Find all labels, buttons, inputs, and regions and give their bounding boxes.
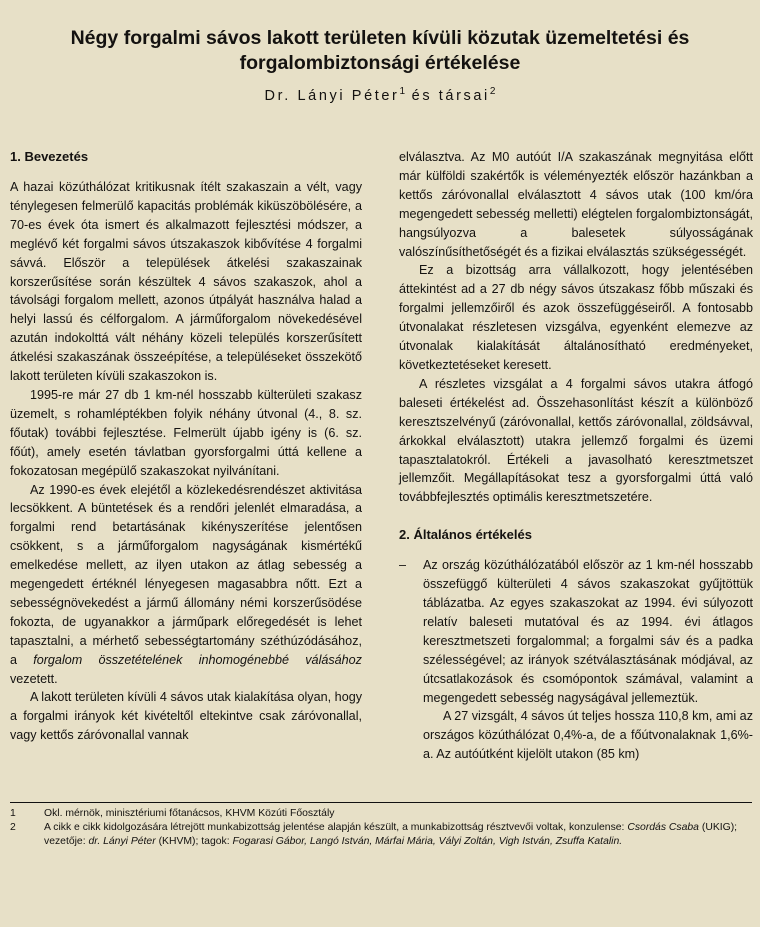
paragraph-3: [10, 481, 362, 689]
right-column: [399, 148, 753, 764]
paragraph-3-start: Az 1990-es évek elejétől a közlekedésrendészet aktivitása lecsökkent. A büntetések és a rendőri jelenlét elmaradása, a forgalmi rend betartásának kikényszerítése jelentősen csökkent, s a járműforgalom nagyságának kismértékű emelkedése mellett, az ilyen utakon az átlag sebesség a megengedett értéknél lényegesen magasabbra nőtt. Ezt a sebességnövekedést a jármű állomány némi korszerűsödése fokozta, de ugyanakkor a járműpark előregedését is lehet tapasztalni, a mérhető sebességtartomány széthúzódásához, a: [10, 482, 362, 667]
footnote-2: [10, 821, 752, 849]
footnote-2-text: [44, 821, 752, 849]
footnote-2-part-e: (KHVM); tagok:: [155, 836, 233, 848]
footnote-2-consultant: Csordás Csaba: [627, 822, 699, 834]
author-footnote-mark-1: 1: [399, 86, 406, 97]
footnotes: [10, 802, 752, 850]
footnote-1: [10, 807, 752, 821]
paragraph-1: A hazai közúthálózat kritikusnak ítélt szakaszain a vélt, vagy ténylegesen felmerülő kapacitás problémák kiküszöbölésére, a 70-es évek óta ismert és alkalmazott fejlesztési módszer, a meglévő két forgalmi sávos útszakaszok kibővítése 4 forgalmi sávvá. Először a települések átkelési szakaszainak korszerűsítése során készültek 4 sávos szakaszok, ahol a távolsági forgalom mellett, azonos útpályát használva halad a helyi lassú és célforgalom. A járműforgalom növekedésével azután indokolttá vált néhány közeli település korszerűsített átkelési szakaszának összeépítése, a településeket összekötő lakott területen kívüli szakaszokon is.: [10, 180, 362, 384]
article-title: [0, 26, 760, 76]
paragraph-4: A lakott területen kívüli 4 sávos utak kialakítása olyan, hogy a forgalmi irányok két kivételtől eltekintve csak záróvonallal, vagy kettős záróvonallal vannak: [10, 690, 362, 743]
footnote-1-number: 1: [10, 808, 16, 819]
title-line-1: Négy forgalmi sávos lakott területen kívüli közutak üzemeltetési és: [70, 27, 690, 49]
author-footnote-mark-2: 2: [489, 86, 496, 97]
dash-list-item: [399, 556, 753, 764]
author-and-colleagues: és társai: [405, 87, 490, 104]
section-1-heading: 1. Bevezetés: [10, 149, 89, 164]
title-line-2: forgalombiztonsági értékelése: [239, 52, 521, 74]
paragraph-3-end: vezetett.: [10, 671, 58, 686]
paragraph-6: Ez a bizottság arra vállalkozott, hogy jelentésében áttekintést ad a 27 db négy sávos útszakasz főbb műszaki és forgalmi jellemzőiről és azok összefüggéseiről. A fontosabb útvonalakat részletesen vizsgálva, egyenként elemezve az útvonalak kialakítását általánosítható eredményeket, következtetéseket keresett.: [399, 263, 753, 372]
footnote-2-part-a: A cikk e cikk kidolgozására létrejött munkabizottság jelentése alapján készült, a munkabizottság résztvevői voltak, konzulense:: [44, 822, 628, 834]
paragraph-8: Az ország közúthálózatából először az 1 km-nél hosszabb összefüggő külterületi 4 sávos szakaszokat gyűjtöttük táblázatba. Az egyes szakaszokat az 1994. évi súlyozott relatív baleseti mutatóval és az 1994. évi átlagos keresztmetszeti forgalommal; a forgalmi sáv és a padka szélességével; az irányok szétválasztásának módjával, az útcsatlakozások és csomópontok számával, valamint a megengedett sebesség nagyságával jellemeztük.: [423, 558, 753, 705]
dash-marker: –: [399, 558, 407, 573]
section-2-heading: 2. Általános értékelés: [399, 527, 532, 543]
paragraph-2: 1995-re már 27 db 1 km-nél hosszabb külterületi szakasz üzemelt, s rohamléptékben folyik néhány útvonal (4., 8. sz. főutak) további fejlesztése. Felmerült újabb igény is (6. sz. főút), amely esetén távlatban gyorsforgalmi úttá kellene a fokozatosan megépülő szakaszokat nyilvánítani.: [10, 387, 362, 478]
footnote-2-number: 2: [10, 822, 16, 834]
footnote-1-text: Okl. mérnök, minisztériumi főtanácsos, KHVM Közúti Főosztály: [44, 808, 335, 819]
paragraph-3-italic: forgalom összetételének inhomogénebbé válásához: [33, 652, 362, 667]
paragraph-7: A részletes vizsgálat a 4 forgalmi sávos utakra átfogó baleseti értékelést ad. Összehasonlítást készít a különböző keresztszelvényű (záróvonallal, kettős záróvonallal, zöldsávval, árkokkal elválasztott) utakra jellemző forgalmi és üzemi tapasztalatokról. Értékeli a javasolható keresztmetszet jellemzőit. Megállapításokat tesz a gyorsforgalmi úttá való továbbfejlesztés optimális keresztmetszetére.: [399, 376, 753, 505]
footnote-2-leader: dr. Lányi Péter: [88, 836, 156, 848]
footnote-2-members: Fogarasi Gábor, Langó István, Márfai Mária, Vályi Zoltán, Vigh István, Zsuffa Katalin.: [232, 836, 623, 848]
paragraph-9: A 27 vizsgált, 4 sávos út teljes hossza 110,8 km, ami az országos közúthálózat 0,4%-a, de a főútvonalaknak 1,6%-a. Az autóútként kijelölt utakon (85 km): [423, 709, 753, 762]
left-column: [10, 148, 362, 745]
author-line: [0, 86, 760, 104]
paragraph-5: elválasztva. Az M0 autóút I/A szakaszának megnyitása előtt már külföldi szakértők is véleményezték először hazánkban a kettős záróvonallal elválasztott 4 sávos utak (100 km/óra megengedett sebesség melletti) elégtelen forgalombiztonságát, hangsúlyozva a balesetek súlyosságának valószínűsíthetőségét és a fizikai elválasztás szükségességét.: [399, 150, 753, 259]
dash-item-text: [423, 556, 753, 764]
author-name: Dr. Lányi Péter: [264, 87, 400, 104]
footnote-2-part-c: (UKIG); vezetője:: [44, 822, 738, 848]
